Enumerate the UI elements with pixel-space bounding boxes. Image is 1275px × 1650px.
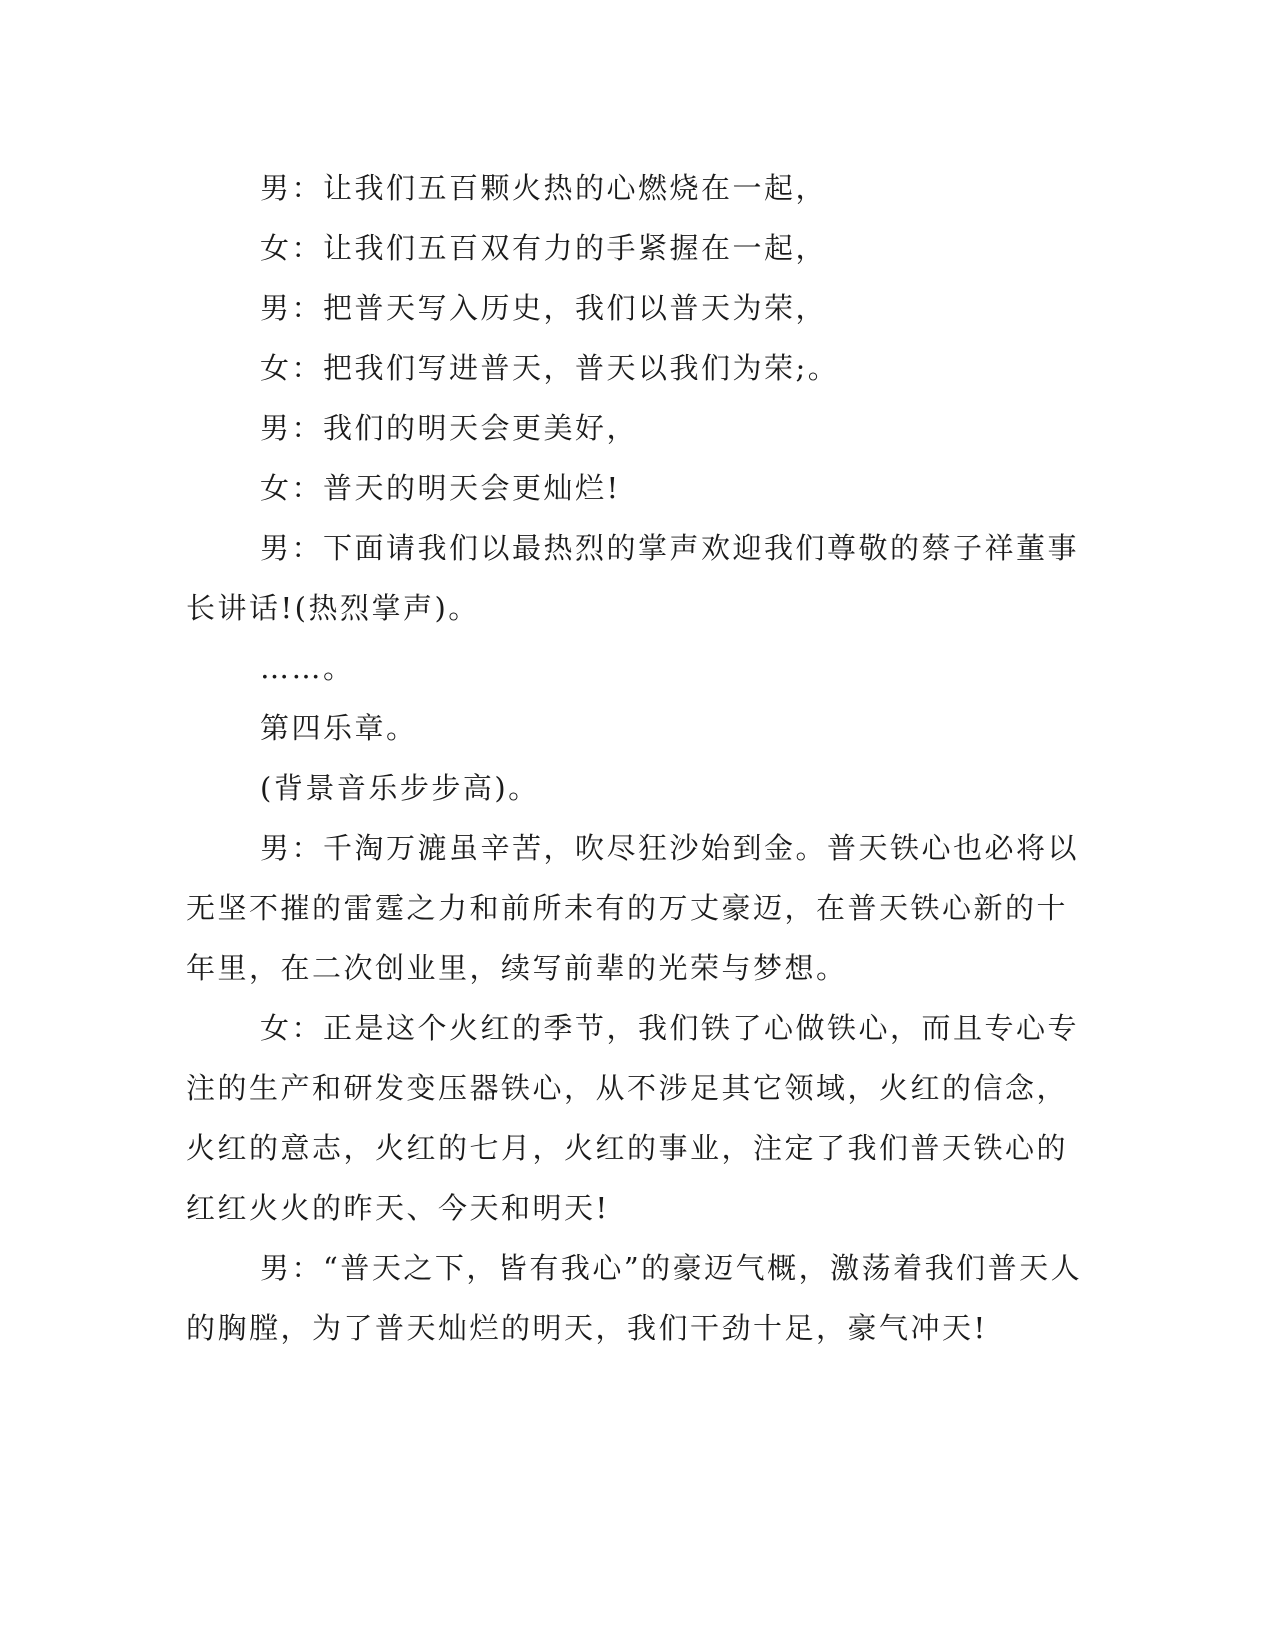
paragraph-male-line-3: 男：我们的明天会更美好， — [260, 411, 639, 445]
paragraph-chairman-speech-intro: 男：下面请我们以最热烈的掌声欢迎我们尊敬的蔡子祥董事长讲话!(热烈掌声)。 — [186, 531, 1080, 625]
section-heading-chapter-four: 第四乐章。 — [260, 711, 418, 745]
paragraph-female-line-1: 女：让我们五百双有力的手紧握在一起， — [260, 231, 828, 265]
paragraph-male-line-1: 男：让我们五百颗火热的心燃烧在一起， — [260, 171, 828, 205]
paragraph-male-line-2: 男：把普天写入历史，我们以普天为荣， — [260, 291, 828, 325]
paragraph-female-line-2: 女：把我们写进普天，普天以我们为荣;。 — [260, 351, 840, 385]
paragraph-female-line-4: 女：正是这个火红的季节，我们铁了心做铁心，而且专心专注的生产和研发变压器铁心，从不涉足其它领域，火红的信念，火红的意志，火红的七月，火红的事业，注定了我们普天铁心的红红火火的昨天、今天和明天! — [186, 1011, 1080, 1225]
document-body — [186, 158, 1086, 1358]
paragraph-ellipsis: ……。 — [260, 651, 355, 685]
stage-direction-background-music: (背景音乐步步高)。 — [260, 771, 540, 805]
paragraph-female-line-3: 女：普天的明天会更灿烂! — [260, 471, 621, 505]
paragraph-male-line-4: 男：千淘万漉虽辛苦，吹尽狂沙始到金。普天铁心也必将以无坚不摧的雷霆之力和前所未有的万丈豪迈，在普天铁心新的十年里，在二次创业里，续写前辈的光荣与梦想。 — [186, 831, 1080, 985]
paragraph-male-line-5: 男：“普天之下，皆有我心”的豪迈气概，激荡着我们普天人的胸膛，为了普天灿烂的明天，我们干劲十足，豪气冲天! — [186, 1251, 1083, 1345]
